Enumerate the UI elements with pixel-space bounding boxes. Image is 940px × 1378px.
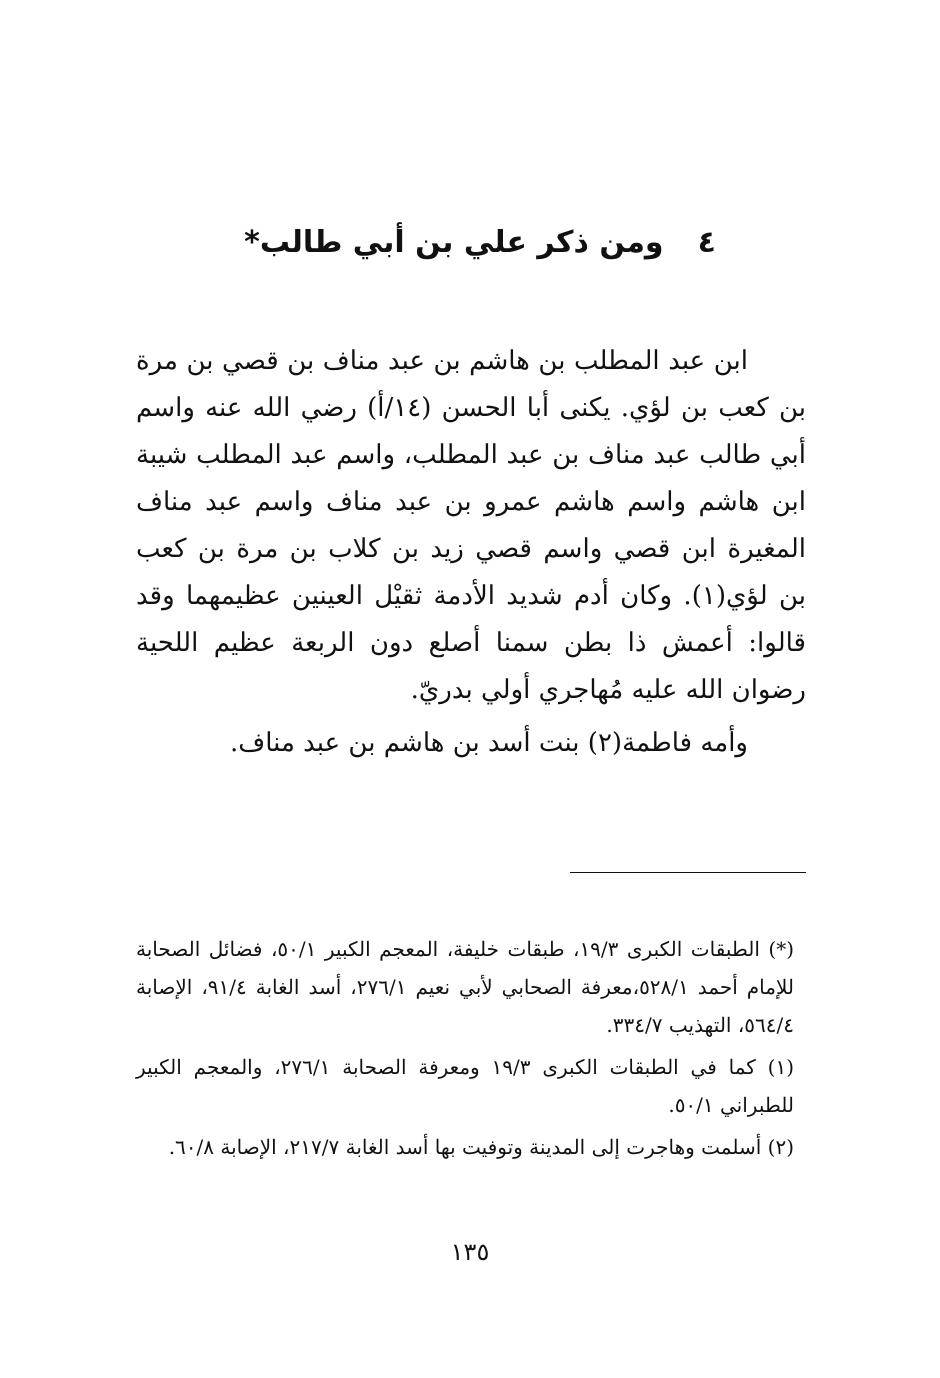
chapter-heading (140, 216, 820, 270)
chapter-number: ٤ (697, 225, 716, 260)
footnote-sources: (*) الطبقات الكبرى ١٩/٣، طبقات خليفة، المعجم الكبير ٥٠/١، فضائل الصحابة للإمام أحمد ٥٢٨/١،معرفة الصحابي لأبي نعيم ٢٧٦/١، أسد الغابة ٩١/٤، الإصابة ٥٦٤/٤، التهذيب ٣٣٤/٧. (136, 937, 795, 1037)
body-paragraph: وأمه فاطمة(٢) بنت أسد بن هاشم بن عبد مناف. (229, 728, 748, 758)
footnote-2: (٢) أسلمت وهاجرت إلى المدينة وتوفيت بها أسد الغابة ٢١٧/٧، الإصابة ٦٠/٨. (168, 1135, 794, 1159)
main-text (136, 338, 806, 767)
footnotes (136, 930, 794, 1170)
body-paragraph: ابن عبد المطلب بن هاشم بن عبد مناف بن قصي بن مرة بن كعب بن لؤي. يكنى أبا الحسن (١٤/أ) رضي الله عنه واسم أبي طالب عبد مناف بن عبد المطلب، واسم عبد المطلب شيبة ابن هاشم واسم هاشم عمرو بن عبد مناف واسم عبد مناف المغيرة ابن قصي واسم قصي زيد بن كلاب بن مرة بن كعب بن لؤي(١). وكان أدم شديد الأدمة ثقيْل العينين عظيمهما وقد قالوا: أعمش ذا بطن سمنا أصلع دون الربعة عظيم اللحية رضوان الله عليه مُهاجري أولي بدريّ. (136, 346, 807, 705)
footnote-separator (570, 872, 806, 873)
chapter-title: ومن ذكر علي بن أبي طالب* (244, 225, 664, 260)
footnote-1: (١) كما في الطبقات الكبرى ١٩/٣ ومعرفة الصحابة ٢٧٦/١، والمعجم الكبير للطبراني ٥٠/١. (136, 1055, 794, 1117)
page-number: ١٣٥ (450, 1238, 490, 1266)
